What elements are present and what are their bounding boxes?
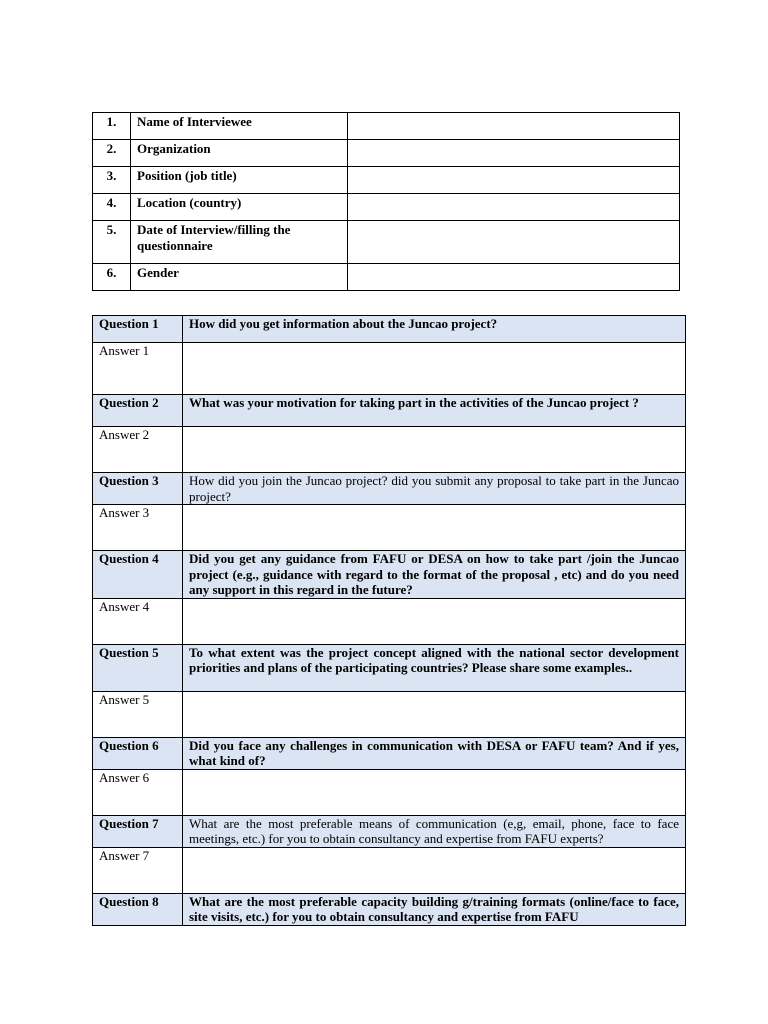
info-row-label: Position (job title)	[131, 167, 348, 194]
position-field[interactable]	[348, 167, 680, 194]
question-row	[93, 473, 686, 505]
info-row-number: 6.	[93, 264, 131, 291]
answer-label: Answer 1	[93, 343, 183, 395]
interviewee-info-table	[92, 112, 680, 291]
questions-table	[92, 315, 686, 926]
question-text: What was your motivation for taking part in the activities of the Juncao project ?	[183, 395, 686, 427]
organization-field[interactable]	[348, 140, 680, 167]
question-row	[93, 316, 686, 343]
gender-field[interactable]	[348, 264, 680, 291]
answer-row	[93, 598, 686, 644]
answer-row	[93, 427, 686, 473]
info-row-number: 3.	[93, 167, 131, 194]
question-text: What are the most preferable means of communication (e,g, email, phone, face to face meetings, etc.) for you to obtain consultancy and expertise from FAFU experts?	[183, 815, 686, 847]
answer-row	[93, 769, 686, 815]
info-row-label: Gender	[131, 264, 348, 291]
question-text: Did you get any guidance from FAFU or DESA on how to take part /join the Juncao project (e.g., guidance with regard to the format of the proposal , etc) and do you need any support in this regard in the future?	[183, 551, 686, 599]
question-row	[93, 737, 686, 769]
answer-3-field[interactable]	[183, 505, 686, 551]
question-label: Question 6	[93, 737, 183, 769]
answer-label: Answer 4	[93, 598, 183, 644]
question-label: Question 5	[93, 644, 183, 691]
question-text: Did you face any challenges in communication with DESA or FAFU team? And if yes, what kind of?	[183, 737, 686, 769]
date-of-interview-field[interactable]	[348, 221, 680, 264]
info-row	[93, 264, 680, 291]
answer-2-field[interactable]	[183, 427, 686, 473]
info-row	[93, 140, 680, 167]
info-row-label: Name of Interviewee	[131, 113, 348, 140]
info-row-number: 5.	[93, 221, 131, 264]
answer-label: Answer 3	[93, 505, 183, 551]
answer-6-field[interactable]	[183, 769, 686, 815]
question-label: Question 1	[93, 316, 183, 343]
question-label: Question 3	[93, 473, 183, 505]
info-row	[93, 167, 680, 194]
info-row	[93, 113, 680, 140]
answer-label: Answer 7	[93, 847, 183, 893]
answer-row	[93, 691, 686, 737]
question-row	[93, 551, 686, 599]
info-row-number: 1.	[93, 113, 131, 140]
info-row-label: Date of Interview/filling the questionnaire	[131, 221, 348, 264]
question-row	[93, 395, 686, 427]
info-row-label: Organization	[131, 140, 348, 167]
question-row	[93, 893, 686, 925]
name-of-interviewee-field[interactable]	[348, 113, 680, 140]
question-text: To what extent was the project concept aligned with the national sector development priorities and plans of the participating countries? Please share some examples..	[183, 644, 686, 691]
question-label: Question 2	[93, 395, 183, 427]
info-row-label: Location (country)	[131, 194, 348, 221]
answer-row	[93, 505, 686, 551]
answer-1-field[interactable]	[183, 343, 686, 395]
answer-label: Answer 6	[93, 769, 183, 815]
info-row	[93, 221, 680, 264]
answer-4-field[interactable]	[183, 598, 686, 644]
question-label: Question 7	[93, 815, 183, 847]
info-row	[93, 194, 680, 221]
question-text: How did you join the Juncao project? did you submit any proposal to take part in the Juncao project?	[183, 473, 686, 505]
question-text: What are the most preferable capacity building g/training formats (online/face to face, site visits, etc.) for you to obtain consultancy and expertise from FAFU	[183, 893, 686, 925]
answer-label: Answer 2	[93, 427, 183, 473]
location-field[interactable]	[348, 194, 680, 221]
question-row	[93, 815, 686, 847]
question-text: How did you get information about the Juncao project?	[183, 316, 686, 343]
answer-7-field[interactable]	[183, 847, 686, 893]
answer-row	[93, 343, 686, 395]
question-label: Question 4	[93, 551, 183, 599]
answer-label: Answer 5	[93, 691, 183, 737]
info-row-number: 2.	[93, 140, 131, 167]
info-row-number: 4.	[93, 194, 131, 221]
answer-row	[93, 847, 686, 893]
question-label: Question 8	[93, 893, 183, 925]
question-row	[93, 644, 686, 691]
answer-5-field[interactable]	[183, 691, 686, 737]
